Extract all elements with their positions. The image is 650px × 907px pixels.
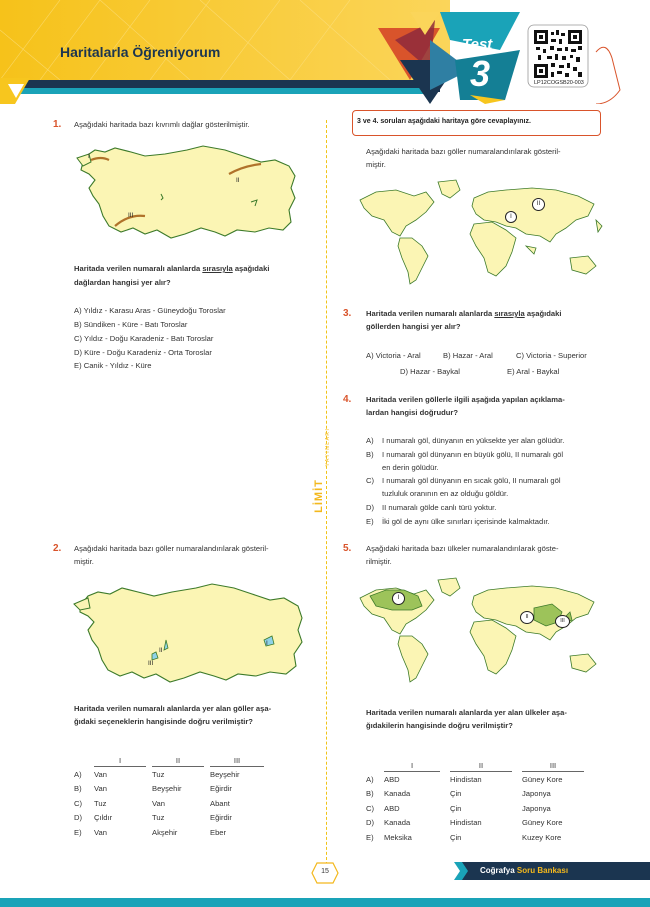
q3-option-b[interactable]: B) Hazar - Aral: [443, 351, 493, 360]
q4-option-d[interactable]: II numaralı gölde canlı türü yoktur.: [382, 503, 497, 512]
q5-cell: Hindistan: [450, 818, 482, 828]
page-header: [0, 0, 650, 104]
map34-intro-line2: miştir.: [366, 160, 386, 169]
q2-row-letter: A): [74, 769, 82, 779]
q2-number: 2.: [53, 543, 62, 554]
q5-row-letter: C): [366, 803, 375, 813]
q2-cell: Van: [94, 769, 107, 779]
q2-row-letter: E): [74, 827, 82, 837]
q5-row-letter: A): [366, 774, 374, 784]
q4-option-a-letter[interactable]: A): [366, 436, 374, 445]
q2-col-header-2: II: [152, 754, 204, 767]
q4-option-e[interactable]: İki göl de aynı ülke sınırları içerisinde kalmaktadır.: [382, 517, 550, 526]
q5-row-letter: E): [366, 832, 374, 842]
q2-answer-table: [74, 754, 264, 840]
q5-row-letter: D): [366, 818, 375, 828]
q5-cell: Çin: [450, 832, 462, 842]
q5-col-header-2: II: [450, 759, 512, 772]
q2-row-letter: D): [74, 813, 83, 823]
q2-map-label-1: I: [266, 640, 268, 647]
q4-option-c-line2[interactable]: tuzluluk oranının en az olduğu göldür.: [382, 489, 509, 498]
q2-cell: Abant: [210, 798, 230, 808]
info-box: [352, 110, 601, 136]
q1-map-label-2: II: [236, 177, 240, 184]
q1-map-label-1: I: [88, 153, 90, 160]
q2-col-header-3: III: [210, 754, 264, 767]
q4-number: 4.: [343, 394, 352, 405]
q2-row-letter: C): [74, 798, 83, 808]
q5-cell: Kanada: [384, 789, 411, 799]
q5-intro-line2: rilmiştir.: [366, 557, 392, 566]
q1-option-b[interactable]: B) Sündiken - Küre - Batı Toroslar: [74, 320, 188, 329]
q5-cell: Güney Kore: [522, 774, 563, 784]
info-box-text: 3 ve 4. soruları aşağıdaki haritaya göre cevaplayınız.: [357, 118, 531, 125]
q5-row-d[interactable]: [366, 816, 584, 831]
q5-map-label-1: I: [392, 592, 405, 605]
q5-map-label-2: II: [520, 611, 534, 624]
q1-number: 1.: [53, 119, 62, 130]
publisher-name: LİMİT: [313, 479, 325, 513]
q5-cell: ABD: [384, 774, 400, 784]
q5-answer-table: [366, 759, 584, 845]
q4-option-b[interactable]: I numaralı göl dünyanın en büyük gölü, II numaralı göl: [382, 450, 564, 459]
q3-option-c[interactable]: C) Victoria - Superior: [516, 351, 587, 360]
q2-map-label-2: II: [159, 647, 163, 654]
q5-cell: Kanada: [384, 818, 411, 828]
q1-option-c[interactable]: C) Yıldız - Doğu Karadeniz - Batı Toroslar: [74, 334, 214, 343]
q5-col-header-1: I: [384, 759, 440, 772]
q2-question-line2: ğıdaki seçeneklerin hangisinde doğru verilmiştir?: [74, 717, 253, 726]
qr-code-icon[interactable]: [534, 30, 582, 78]
q2-row-letter: B): [74, 784, 82, 794]
q4-question-line2: lardan hangisi doğrudur?: [366, 408, 458, 417]
q2-cell: Tuz: [152, 769, 165, 779]
q2-cell: Eber: [210, 827, 227, 837]
q3-number: 3.: [343, 308, 352, 319]
q4-option-e-letter[interactable]: E): [366, 517, 374, 526]
q4-option-c-letter[interactable]: C): [366, 476, 375, 485]
footer-chevron-icon: [454, 862, 474, 880]
q2-row-e[interactable]: [74, 825, 264, 840]
q2-intro-line2: miştir.: [74, 557, 94, 566]
q2-turkey-map: [72, 578, 312, 688]
q1-intro: Aşağıdaki haritada bazı kıvrımlı dağlar gösterilmiştir.: [74, 120, 250, 129]
q5-cell: Meksika: [384, 832, 412, 842]
q1-option-e[interactable]: E) Canik - Yıldız - Küre: [74, 361, 152, 370]
q2-cell: Van: [152, 798, 165, 808]
world-map-countries: [356, 574, 608, 686]
q4-option-a[interactable]: I numaralı göl, dünyanın en yüksekte yer alan gölüdür.: [382, 436, 565, 445]
q5-cell: Hindistan: [450, 774, 482, 784]
q2-cell: Tuz: [152, 813, 165, 823]
q3-question-line2: göllerden hangisi yer alır?: [366, 322, 461, 331]
map34-label-1: I: [505, 211, 517, 223]
q1-question: Haritada verilen numaralı alanlarda sırasıyla aşağıdaki: [74, 264, 270, 273]
q2-cell: Eğirdir: [210, 784, 232, 794]
q5-question: Haritada verilen numaralı alanlarda yer alan ülkeler aşa-: [366, 708, 567, 717]
q4-option-b-line2[interactable]: en derin gölüdür.: [382, 463, 439, 472]
page-number-badge: [311, 862, 339, 884]
q2-cell: Beyşehir: [152, 784, 182, 794]
q5-cell: Japonya: [522, 789, 551, 799]
q2-cell: Çıldır: [94, 813, 113, 823]
test-number: 3: [470, 53, 491, 94]
q5-cell: Güney Kore: [522, 818, 563, 828]
q1-turkey-map: [75, 140, 305, 250]
q2-row-b[interactable]: [74, 782, 264, 797]
q4-question: Haritada verilen göllerle ilgili aşağıda yapılan açıklama-: [366, 395, 565, 404]
q5-col-header-3: III: [522, 759, 584, 772]
q5-row-b[interactable]: [366, 787, 584, 802]
footer-brand: [460, 862, 650, 880]
q1-option-d[interactable]: D) Küre - Doğu Karadeniz - Orta Toroslar: [74, 348, 212, 357]
q2-cell: Beyşehir: [210, 769, 240, 779]
q2-cell: Tuz: [94, 798, 107, 808]
q4-option-c[interactable]: I numaralı göl dünyanın en sıcak gölü, II numaralı göl: [382, 476, 561, 485]
q5-row-letter: B): [366, 789, 374, 799]
q5-cell: Çin: [450, 789, 462, 799]
q5-row-c[interactable]: [366, 801, 584, 816]
q5-intro: Aşağıdaki haritada bazı ülkeler numaralandırılarak göste-: [366, 544, 559, 553]
map34-label-2: II: [532, 198, 545, 211]
q1-option-a[interactable]: A) Yıldız - Karasu Aras - Güneydoğu Toroslar: [74, 306, 226, 315]
q2-row-d[interactable]: [74, 811, 264, 826]
q2-cell: Akşehir: [152, 827, 178, 837]
q2-intro: Aşağıdaki haritada bazı göller numaralandırılarak gösteril-: [74, 544, 269, 553]
q2-cell: Van: [94, 784, 107, 794]
q4-option-b-letter[interactable]: B): [366, 450, 374, 459]
q3-option-e[interactable]: E) Aral - Baykal: [507, 367, 560, 376]
q2-row-c[interactable]: [74, 796, 264, 811]
q5-row-e[interactable]: [366, 830, 584, 845]
publisher-sub: YAYINLARI: [325, 427, 331, 467]
q3-question: Haritada verilen numaralı alanlarda sırasıyla aşağıdaki: [366, 309, 562, 318]
q2-col-header-1: I: [94, 754, 146, 767]
q2-question: Haritada verilen numaralı alanlarda yer alan göller aşa-: [74, 704, 272, 713]
q1-question-line2: dağlardan hangisi yer alır?: [74, 278, 171, 287]
q3-option-a[interactable]: A) Victoria - Aral: [366, 351, 421, 360]
q5-number: 5.: [343, 543, 352, 554]
q3-option-d[interactable]: D) Hazar - Baykal: [400, 367, 460, 376]
q5-cell: Kuzey Kore: [522, 832, 562, 842]
q2-row-a[interactable]: [74, 767, 264, 782]
q4-option-d-letter[interactable]: D): [366, 503, 375, 512]
q5-row-a[interactable]: [366, 772, 584, 787]
footer-brand-text: Coğrafya Soru Bankası: [480, 866, 569, 875]
footer-bar: [0, 898, 650, 907]
publisher-watermark: [313, 427, 342, 530]
q2-cell: Van: [94, 827, 107, 837]
q2-cell: Eğirdir: [210, 813, 232, 823]
world-map-lakes: [356, 176, 608, 288]
q2-map-label-3: III: [148, 660, 154, 667]
page-number: 15: [321, 868, 329, 875]
q1-map-label-3: III: [128, 212, 134, 219]
q5-question-line2: ğıdakilerin hangisinde doğru verilmiştir?: [366, 721, 513, 730]
map34-intro: Aşağıdaki haritada bazı göller numaralandırılarak gösteril-: [366, 147, 561, 156]
q5-cell: Japonya: [522, 803, 551, 813]
q5-cell: Çin: [450, 803, 462, 813]
q5-cell: ABD: [384, 803, 400, 813]
page-title: Haritalarla Öğreniyorum: [60, 44, 221, 60]
test-label: Test: [462, 36, 493, 53]
q5-map-label-3: III: [555, 615, 570, 628]
qr-code-text: LP12COGSB20-003: [534, 80, 584, 86]
